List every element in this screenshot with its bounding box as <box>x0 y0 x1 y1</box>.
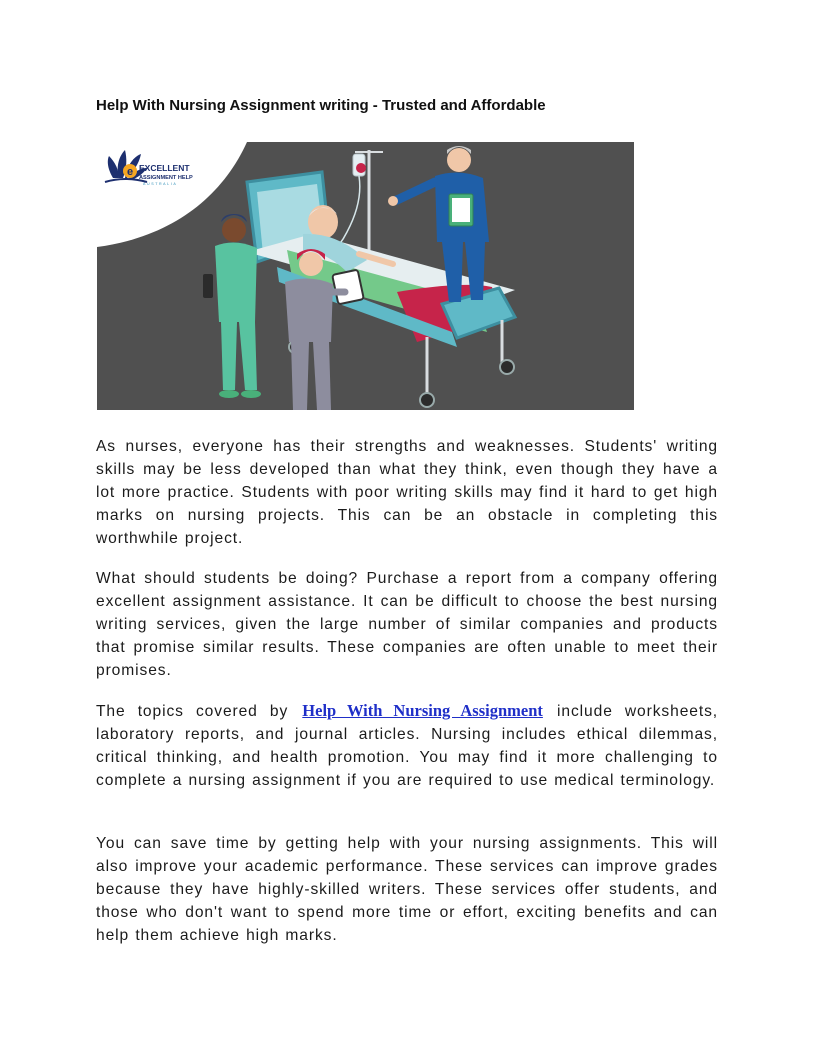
logo-line3: AUSTRALIA <box>143 182 178 186</box>
paragraph-2-text: What should students be doing? Purchase a report from a company offering excellent assignment assistance. It can be difficult to choose the best nursing writing services, given the large number of similar companies and products that promise similar results. These companies are often unable to meet their promises. <box>96 570 718 679</box>
paragraph-4-text: You can save time by getting help with your nursing assignments. This will also improve your academic performance. These services can improve grades because they have highly-skilled writers. These services offer students, and those who don't want to spend more time or effort, exciting benefits and can help them achieve high marks. <box>96 835 718 944</box>
paragraph-3-intro: The topics covered by <box>96 703 289 720</box>
paragraph-2 <box>96 567 718 682</box>
paragraph-3 <box>96 699 718 792</box>
nursing-assignment-link[interactable]: Help With Nursing Assignment <box>302 701 543 720</box>
hero-illustration <box>97 142 634 410</box>
logo-e-letter: e <box>127 166 134 178</box>
logo-line2: ASSIGNMENT HELP <box>139 175 193 181</box>
paragraph-1-text: As nurses, everyone has their strengths and weaknesses. Students' writing skills may be less developed than what they think, even though they have a lot more practice. Students with poor writing skills may find it hard to get high marks on nursing projects. This can be an obstacle in completing this worthwhile project. <box>96 438 718 547</box>
logo-line1: EXCELLENT <box>139 163 190 173</box>
page-title: Help With Nursing Assignment writing - Trusted and Affordable <box>96 97 546 114</box>
paragraph-3-rest: include worksheets, laboratory reports, and journal articles. Nursing includes ethical dilemmas, critical thinking, and health promotion. You may find it more challenging to complete a nursing assignment if you are required to use medical terminology. <box>96 703 718 789</box>
paragraph-4 <box>96 832 718 947</box>
paragraph-1 <box>96 435 718 550</box>
